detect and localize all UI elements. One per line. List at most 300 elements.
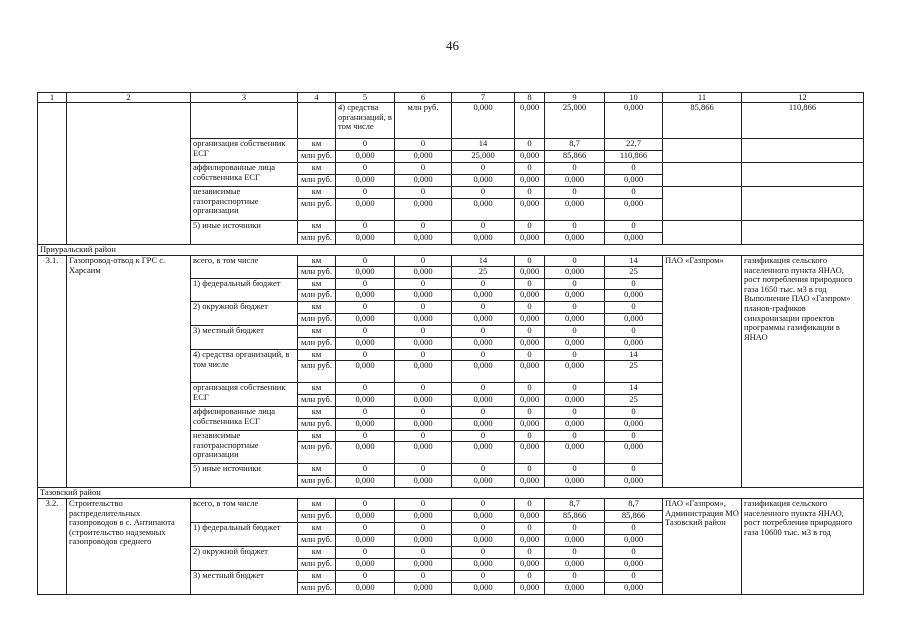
value-cell: 0 [545,464,605,476]
value-cell: 0,000 [545,583,605,595]
source-label: всего, в том числе [191,499,298,523]
value-cell: 0 [452,464,515,476]
value-cell: 0,000 [605,535,663,547]
value-cell: 25,000 [545,103,605,139]
unit-cell: км [298,499,336,511]
value-cell: 0 [452,547,515,559]
value-cell: 0,000 [515,511,545,523]
value-cell: 0,000 [395,199,452,221]
value-cell: 0 [395,431,452,442]
value-cell: 0 [336,256,395,267]
value-cell: 110,866 [742,103,864,139]
unit-cell: км [298,350,336,361]
value-cell: 0,000 [515,419,545,431]
value-cell: 0,000 [336,442,395,464]
value-cell: 0,000 [395,151,452,163]
source-label: аффилированные лица собственника ЕСГ [191,163,298,187]
value-cell: 0 [395,499,452,511]
unit-cell: км [298,431,336,442]
unit-cell: км [298,464,336,476]
value-cell: 0,000 [395,535,452,547]
value-cell: 0,000 [515,233,545,245]
value-cell: 0,000 [452,175,515,187]
unit-cell: км [298,571,336,583]
unit-cell: км [298,523,336,535]
value-cell: 0,000 [515,103,545,139]
value-cell: 0 [545,256,605,267]
value-cell: 0 [515,163,545,175]
value-cell: 0,000 [515,442,545,464]
value-cell: 0 [336,523,395,535]
value-cell: 25 [452,267,515,279]
value-cell: 0 [336,139,395,151]
value-cell: 0 [452,302,515,314]
value-cell: 0,000 [452,511,515,523]
value-cell: 0,000 [545,199,605,221]
result-cell: газификация сельского населенного пункта ЯНАО, рост потребления природного газа 10600 тыс. м3 в год [742,499,864,595]
unit-cell: км [298,547,336,559]
value-cell: 0 [515,139,545,151]
value-cell: 0 [336,499,395,511]
value-cell: 0,000 [605,314,663,326]
unit-cell: км [298,383,336,395]
page-number: 46 [446,38,459,53]
source-label: независимые газотранспортные организации [191,431,298,464]
value-cell: 0,000 [452,583,515,595]
value-cell: 0,000 [545,559,605,571]
value-cell: 0 [395,326,452,338]
value-cell: 0,000 [452,442,515,464]
value-cell: 0,000 [515,559,545,571]
value-cell: 0,000 [452,233,515,245]
value-cell: 0 [395,350,452,361]
value-cell: 85,866 [605,511,663,523]
value-cell: 25 [605,267,663,279]
table-row [38,103,864,139]
value-cell: 0 [605,547,663,559]
value-cell: 0,000 [336,233,395,245]
unit-cell: км [298,302,336,314]
value-cell: 0,000 [515,314,545,326]
value-cell: 0,000 [545,395,605,407]
unit-cell: км [298,256,336,267]
value-cell: 0 [452,431,515,442]
value-cell: 0 [336,407,395,419]
value-cell: 0 [545,350,605,361]
value-cell: 0 [605,431,663,442]
value-cell: 0 [395,221,452,233]
value-cell: 0,000 [336,535,395,547]
unit-cell: км [298,407,336,419]
value-cell: 0,000 [452,103,515,139]
value-cell: 0,000 [395,419,452,431]
unit-cell: млн руб. [298,361,336,383]
source-label: независимые газотранспортные организации [191,187,298,221]
source-label: организация собственник ЕСГ [191,383,298,407]
source-label: 2) окружной бюджет [191,547,298,571]
value-cell: 0,000 [452,559,515,571]
value-cell: 0 [605,187,663,199]
value-cell: 0,000 [545,338,605,350]
value-cell: 0,000 [395,559,452,571]
unit-cell: млн руб. [298,583,336,595]
table-row [38,499,864,511]
value-cell: 0 [515,350,545,361]
value-cell: 0 [336,431,395,442]
source-label: 1) федеральный бюджет [191,279,298,302]
value-cell: 0 [515,407,545,419]
column-header: 5 [336,93,395,103]
result-cell [742,139,864,163]
value-cell: 0 [452,221,515,233]
source-label: 1) федеральный бюджет [191,523,298,547]
unit-cell: км [298,221,336,233]
value-cell: 0,000 [336,511,395,523]
value-cell: 0,000 [395,511,452,523]
unit-cell: млн руб. [298,314,336,326]
value-cell: 0,000 [545,267,605,279]
project-name: Строительство распределительных газопроводов в с. Антипаюта (строительство надземных газопроводов среднего [67,499,191,595]
value-cell: 0 [395,571,452,583]
value-cell: 0,000 [515,290,545,302]
result-cell [298,103,336,139]
value-cell: 0 [452,326,515,338]
value-cell: 0,000 [605,199,663,221]
unit-cell: км [298,139,336,151]
value-cell: 0,000 [336,476,395,488]
value-cell: 0,000 [545,442,605,464]
value-cell: 0 [395,139,452,151]
value-cell: 0 [515,383,545,395]
unit-cell: млн руб. [395,103,452,139]
value-cell: 0 [452,499,515,511]
section-title: Приуральский район [38,245,864,256]
value-cell: 0,000 [395,233,452,245]
source-label: 4) средства организаций, в том числе [336,103,395,139]
value-cell: 0 [605,302,663,314]
value-cell: 0,000 [515,267,545,279]
value-cell: 0 [515,279,545,290]
value-cell: 14 [452,139,515,151]
value-cell: 0 [452,383,515,395]
value-cell: 0 [452,279,515,290]
value-cell: 0 [515,256,545,267]
value-cell: 0 [336,326,395,338]
value-cell: 0 [545,383,605,395]
value-cell: 0 [336,383,395,395]
value-cell: 0 [452,523,515,535]
value-cell: 0,000 [452,314,515,326]
value-cell: 0,000 [515,476,545,488]
value-cell: 0 [336,163,395,175]
value-cell: 0 [515,187,545,199]
column-header: 6 [395,93,452,103]
value-cell: 0 [545,163,605,175]
unit-cell: млн руб. [298,535,336,547]
value-cell: 0,000 [515,199,545,221]
column-header: 10 [605,93,663,103]
value-cell: 0 [395,547,452,559]
value-cell: 0 [395,279,452,290]
value-cell: 0,000 [336,361,395,383]
unit-cell: млн руб. [298,290,336,302]
value-cell: 0 [336,464,395,476]
unit-cell: млн руб. [298,442,336,464]
column-header: 1 [38,93,67,103]
unit-cell: млн руб. [298,175,336,187]
table-body [38,93,864,595]
value-cell: 0 [605,221,663,233]
value-cell: 0,000 [605,175,663,187]
unit-cell: млн руб. [298,233,336,245]
source-label: организация собственник ЕСГ [191,139,298,163]
result-cell [742,187,864,221]
value-cell: 0,000 [545,290,605,302]
value-cell: 0,000 [336,267,395,279]
project-name-cell [67,103,191,245]
value-cell: 0 [545,302,605,314]
value-cell: 0 [336,350,395,361]
value-cell: 0,000 [605,442,663,464]
value-cell: 0,000 [545,314,605,326]
executor-cell: ПАО «Газпром» [663,256,742,488]
value-cell: 0 [545,221,605,233]
value-cell: 0,000 [336,175,395,187]
table-row [38,256,864,267]
value-cell: 0 [452,407,515,419]
value-cell: 0 [395,256,452,267]
column-header: 7 [452,93,515,103]
unit-cell: км [298,326,336,338]
value-cell: 0 [515,499,545,511]
value-cell: 25 [605,361,663,383]
value-cell: 0,000 [336,290,395,302]
value-cell: 0 [452,187,515,199]
project-number: 3.1. [38,256,67,488]
value-cell: 0,000 [515,583,545,595]
value-cell: 0 [336,221,395,233]
value-cell: 0,000 [515,338,545,350]
value-cell: 0,000 [605,103,663,139]
source-label: 5) иные источники [191,221,298,245]
value-cell: 85,866 [545,151,605,163]
unit-cell: млн руб. [298,511,336,523]
value-cell: 0 [605,464,663,476]
executor-cell [191,103,298,139]
column-header: 9 [545,93,605,103]
value-cell: 22,7 [605,139,663,151]
value-cell: 0,000 [605,583,663,595]
source-label: 3) местный бюджет [191,326,298,350]
value-cell: 0,000 [515,535,545,547]
value-cell: 0,000 [545,175,605,187]
value-cell: 0,000 [452,199,515,221]
value-cell: 85,866 [545,511,605,523]
source-label: 3) местный бюджет [191,571,298,595]
value-cell: 14 [605,350,663,361]
value-cell: 0,000 [395,338,452,350]
value-cell: 0,000 [395,442,452,464]
executor-cell: ПАО «Газпром», Администрация МО Тазовский район [663,499,742,595]
unit-cell: млн руб. [298,199,336,221]
value-cell: 0 [605,523,663,535]
value-cell: 0 [545,523,605,535]
value-cell: 0 [545,407,605,419]
value-cell: 0 [395,407,452,419]
unit-cell: млн руб. [298,476,336,488]
source-label: 4) средства организаций, в том числе [191,350,298,383]
value-cell: 0 [515,431,545,442]
value-cell: 0 [336,302,395,314]
value-cell: 0 [515,571,545,583]
unit-cell: млн руб. [298,267,336,279]
value-cell: 0,000 [452,338,515,350]
column-header: 2 [67,93,191,103]
value-cell: 0,000 [605,476,663,488]
value-cell: 0,000 [336,151,395,163]
value-cell: 0,000 [395,583,452,595]
source-label: аффилированные лица собственника ЕСГ [191,407,298,431]
value-cell: 0,000 [515,175,545,187]
value-cell: 0 [336,187,395,199]
value-cell: 8,7 [605,499,663,511]
value-cell: 0,000 [452,535,515,547]
result-cell [742,163,864,187]
unit-cell: млн руб. [298,395,336,407]
value-cell: 0,000 [395,314,452,326]
value-cell: 0,000 [395,175,452,187]
value-cell: 0,000 [452,419,515,431]
source-label: 2) окружной бюджет [191,302,298,326]
table-header-row [38,93,864,103]
value-cell: 0 [605,571,663,583]
value-cell: 25 [605,395,663,407]
value-cell: 0,000 [452,361,515,383]
value-cell: 0,000 [605,559,663,571]
value-cell: 110,866 [605,151,663,163]
value-cell: 0 [605,326,663,338]
project-name: Газопровод-отвод к ГРС с. Харсаим [67,256,191,488]
value-cell: 0,000 [605,338,663,350]
value-cell: 0 [395,523,452,535]
value-cell: 14 [452,256,515,267]
project-number-cell [38,103,67,245]
value-cell: 0 [452,571,515,583]
unit-cell: млн руб. [298,338,336,350]
value-cell: 0 [395,163,452,175]
value-cell: 0 [336,571,395,583]
value-cell: 0,000 [515,361,545,383]
value-cell: 0 [515,547,545,559]
value-cell: 0 [395,187,452,199]
executor-cell [663,163,742,187]
value-cell: 0 [515,326,545,338]
column-header: 4 [298,93,336,103]
value-cell: 0,000 [336,583,395,595]
result-cell [742,221,864,245]
value-cell: 0,000 [395,395,452,407]
value-cell: 0 [545,571,605,583]
value-cell: 0,000 [336,419,395,431]
value-cell: 0 [515,523,545,535]
value-cell: 8,7 [545,139,605,151]
value-cell: 0,000 [336,395,395,407]
value-cell: 0 [395,302,452,314]
section-title: Тазовский район [38,488,864,499]
value-cell: 0 [452,163,515,175]
value-cell: 0 [452,350,515,361]
value-cell: 0 [515,221,545,233]
value-cell: 0 [545,547,605,559]
project-number: 3.2. [38,499,67,595]
value-cell: 0,000 [395,361,452,383]
value-cell: 0 [545,326,605,338]
column-header: 12 [742,93,864,103]
value-cell: 0,000 [515,395,545,407]
value-cell: 0 [515,302,545,314]
value-cell: 0 [395,464,452,476]
value-cell: 8,7 [545,499,605,511]
value-cell: 0,000 [605,290,663,302]
value-cell: 0,000 [395,290,452,302]
value-cell: 0,000 [545,361,605,383]
section-row [38,245,864,256]
value-cell: 0,000 [336,199,395,221]
value-cell: 25,000 [452,151,515,163]
value-cell: 0 [605,279,663,290]
value-cell: 0,000 [395,476,452,488]
value-cell: 0,000 [605,419,663,431]
unit-cell: млн руб. [298,559,336,571]
column-header: 3 [191,93,298,103]
value-cell: 0,000 [545,419,605,431]
value-cell: 14 [605,383,663,395]
program-table [37,92,864,595]
value-cell: 85,866 [663,103,742,139]
result-cell: газификация сельского населенного пункта ЯНАО, рост потребления природного газа 1650 тыс. м3 в год Выполнение ПАО «Газпром» планов-графиков синхронизации проектов программы газификации в ЯНАО [742,256,864,488]
unit-cell: км [298,187,336,199]
value-cell: 0 [605,407,663,419]
source-label: 5) иные источники [191,464,298,488]
source-label: всего, в том числе [191,256,298,279]
value-cell: 0,000 [515,151,545,163]
value-cell: 0,000 [452,290,515,302]
unit-cell: млн руб. [298,419,336,431]
value-cell: 0,000 [452,476,515,488]
executor-cell [663,187,742,221]
value-cell: 0,000 [545,535,605,547]
value-cell: 0,000 [605,233,663,245]
executor-cell [663,139,742,163]
column-header: 11 [663,93,742,103]
value-cell: 0 [545,431,605,442]
section-row [38,488,864,499]
value-cell: 0 [336,279,395,290]
value-cell: 0,000 [545,476,605,488]
value-cell: 0 [545,187,605,199]
value-cell: 0 [605,163,663,175]
value-cell: 0 [336,547,395,559]
unit-cell: км [298,163,336,175]
value-cell: 14 [605,256,663,267]
value-cell: 0 [515,464,545,476]
executor-cell [663,221,742,245]
value-cell: 0,000 [336,338,395,350]
value-cell: 0 [545,279,605,290]
value-cell: 0,000 [545,233,605,245]
value-cell: 0,000 [395,267,452,279]
value-cell: 0,000 [336,559,395,571]
